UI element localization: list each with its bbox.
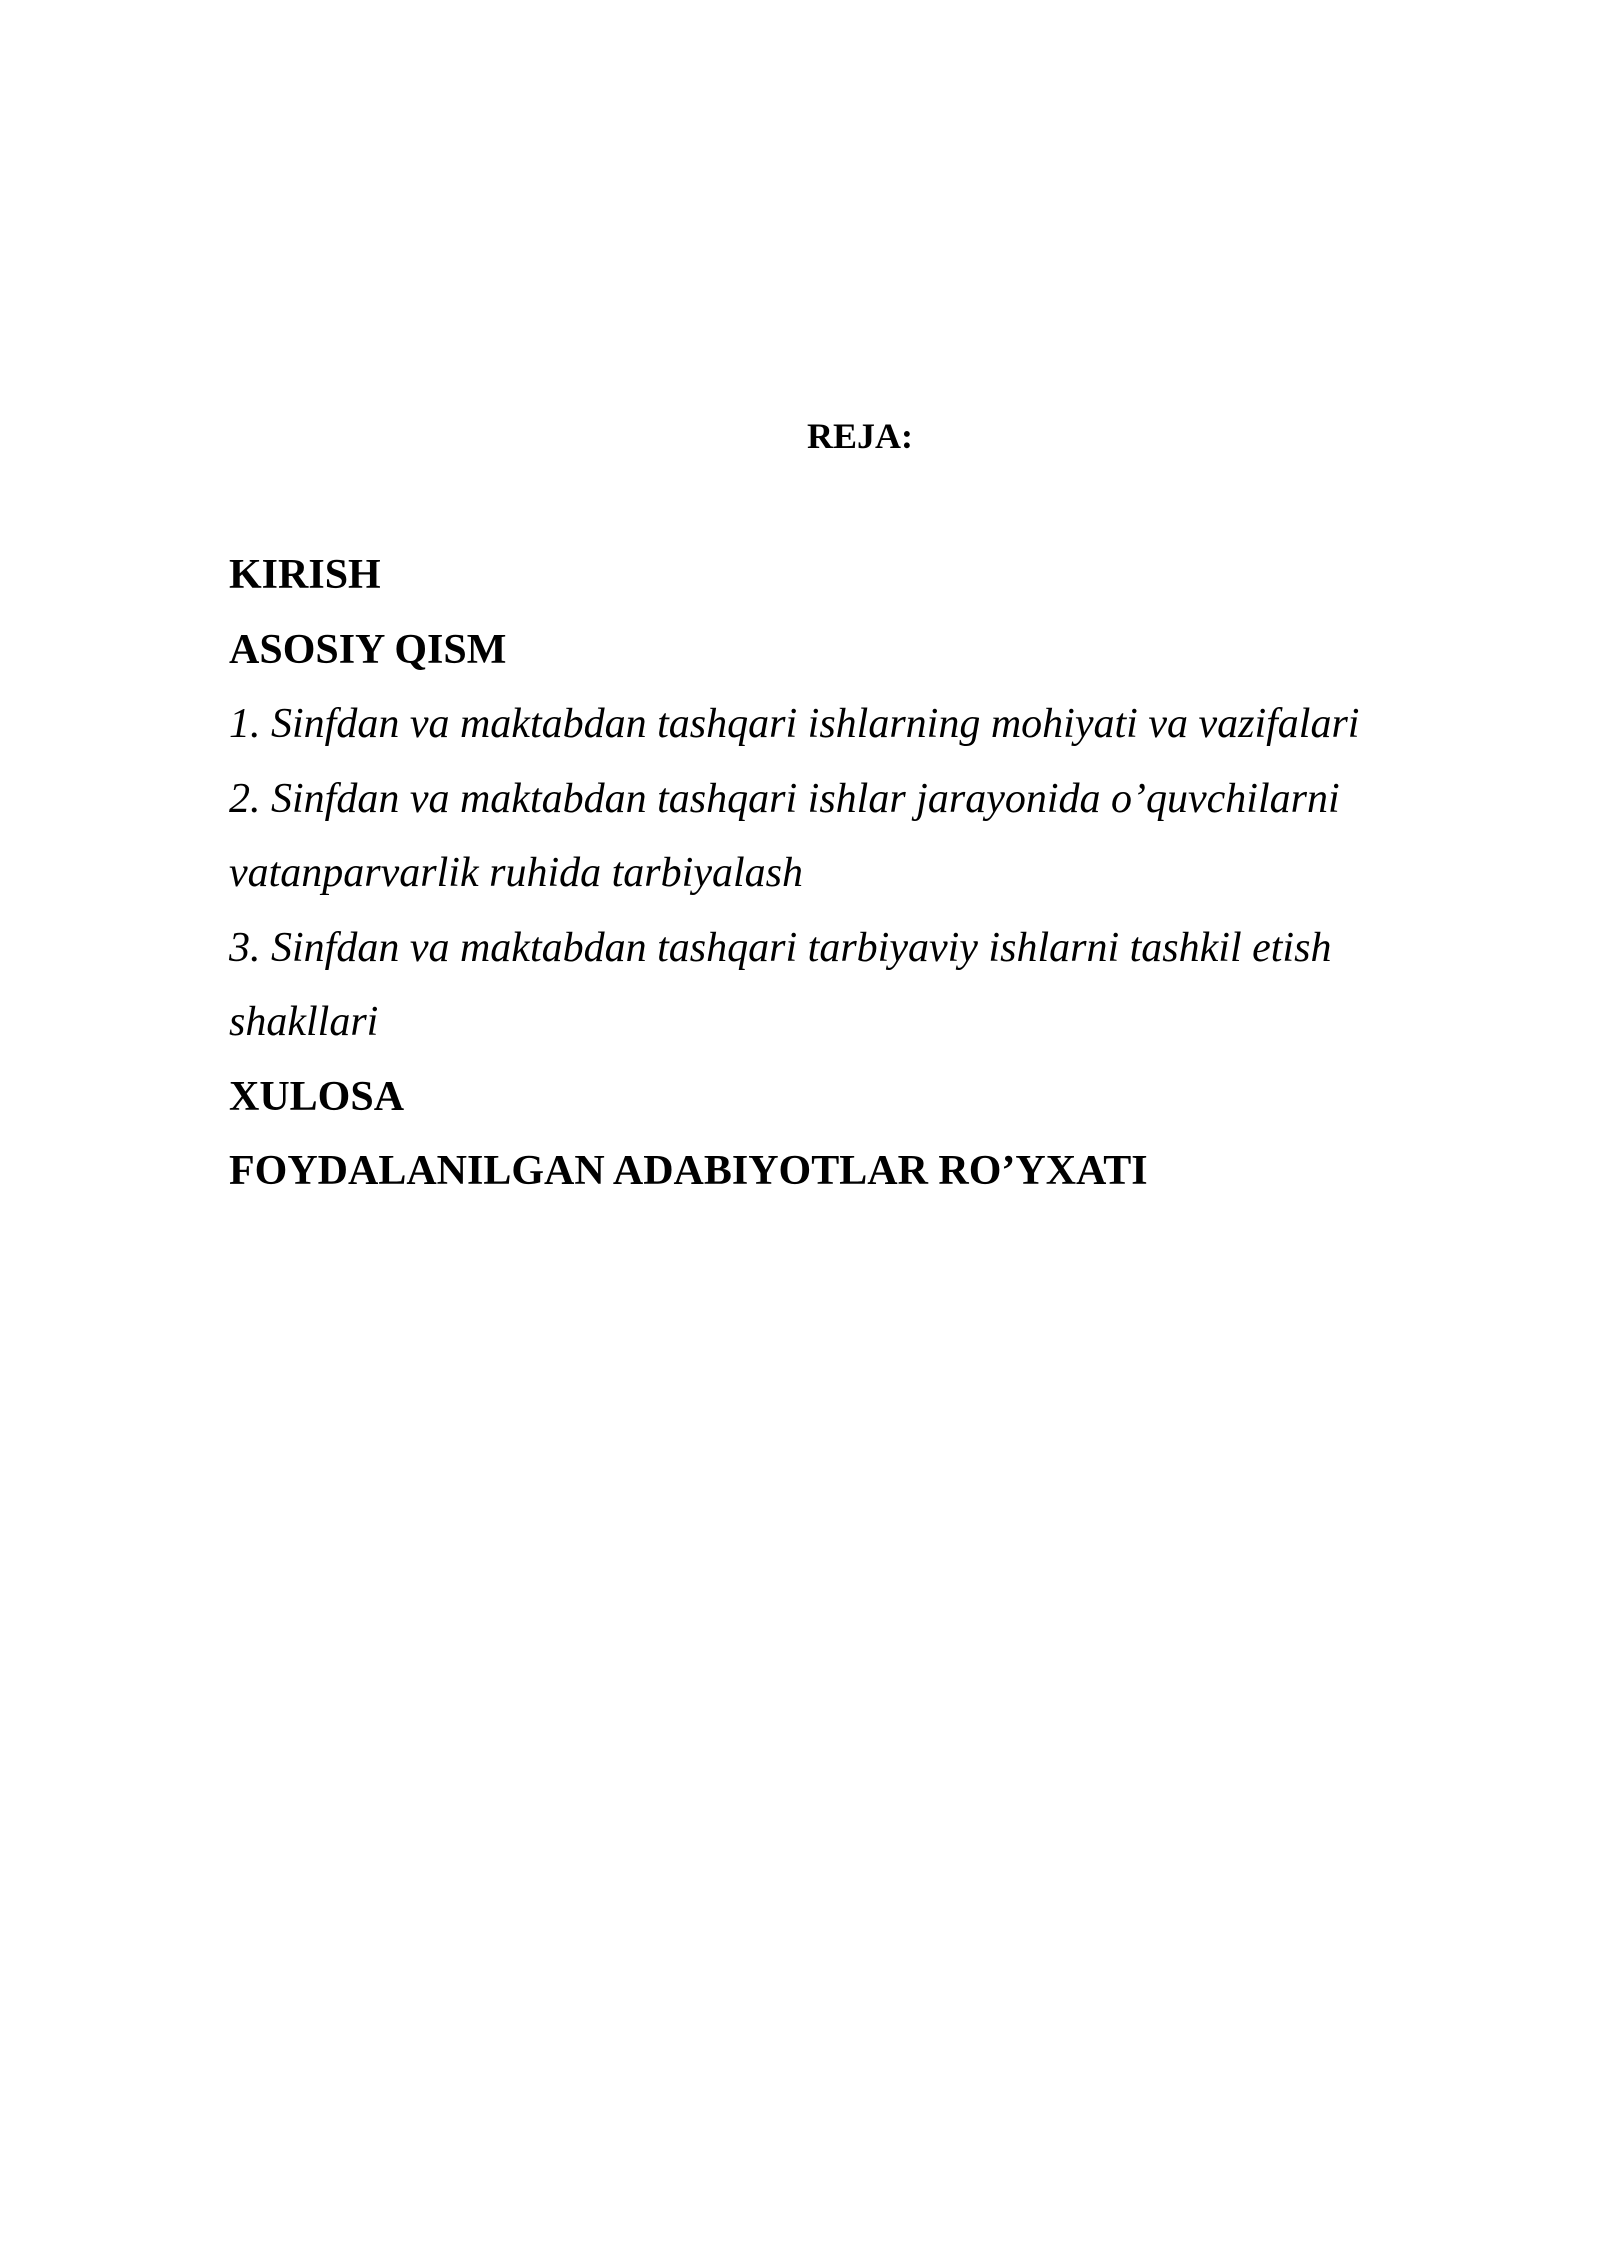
- toc-item-introduction: KIRISH: [229, 552, 381, 598]
- toc-item-main-part: ASOSIY QISM: [229, 626, 507, 673]
- plan-title: REJA:: [807, 416, 913, 456]
- toc-item-section-3: 3. Sinfdan va maktabdan tashqari tarbiyaviy ishlarni tashkil etish: [229, 924, 1332, 971]
- table-of-contents: [229, 538, 1429, 1209]
- toc-item-references: FOYDALANILGAN ADABIYOTLAR RO’YXATI: [229, 1148, 1148, 1194]
- toc-item-section-2: 2. Sinfdan va maktabdan tashqari ishlar jarayonida o’quvchilarni: [229, 775, 1340, 822]
- toc-item-section-2-continued: vatanparvarlik ruhida tarbiyalash: [229, 850, 803, 896]
- toc-item-section-1: 1. Sinfdan va maktabdan tashqari ishlarning mohiyati va vazifalari: [229, 701, 1360, 747]
- toc-item-section-3-continued: shakllari: [229, 999, 379, 1045]
- toc-item-conclusion: XULOSA: [229, 1073, 405, 1120]
